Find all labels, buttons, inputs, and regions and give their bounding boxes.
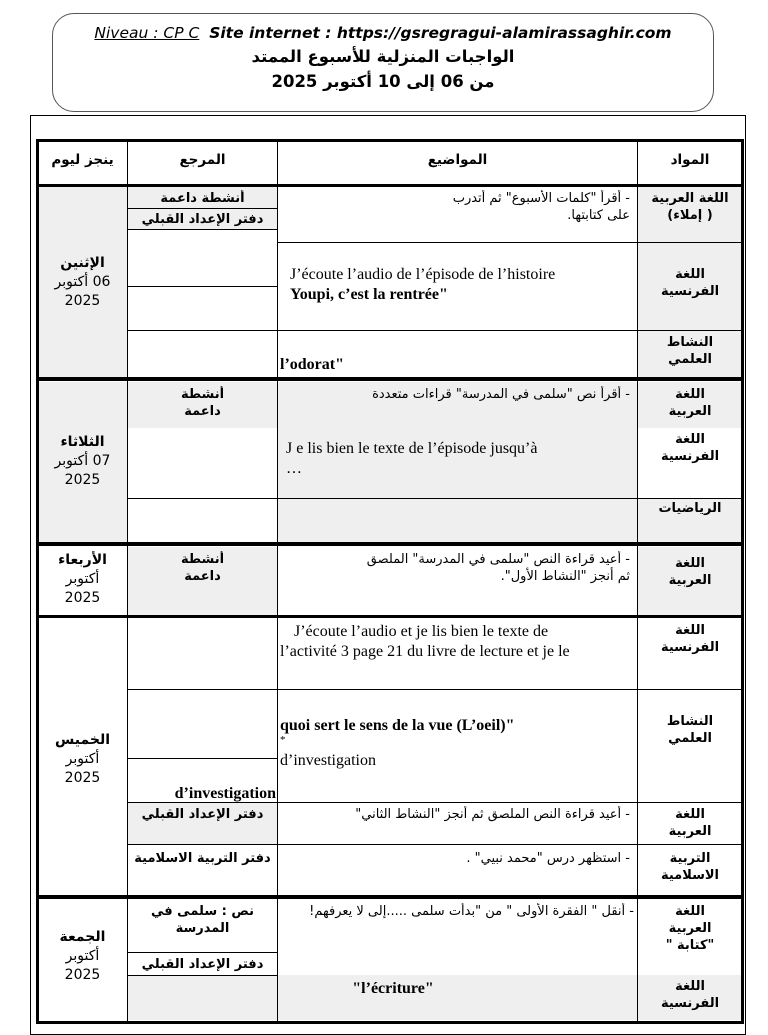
thursday-arabic-subject-line-1: اللغة: [675, 807, 705, 822]
thursday-french-subject: [640, 622, 740, 656]
friday-arabic-ref-line-2: المدرسة: [175, 921, 230, 936]
friday-french-subject: [640, 978, 740, 1012]
monday-arabic-topic-line-2: على كتابتها.: [567, 208, 630, 223]
friday-french-subject-line-2: الفرنسية: [660, 996, 720, 1011]
friday-arabic-ref: [128, 903, 277, 937]
tuesday-date: 07 أكتوبر: [54, 453, 111, 469]
wednesday-arabic-topic-line-1: - أعيد قراءة النص "سلمى في المدرسة" الملصق: [366, 552, 630, 567]
tuesday-arabic-ref: [128, 386, 277, 420]
thursday-science-topic-line-1: quoi sert le sens de la vue (L’oeil)": [280, 717, 515, 734]
tuesday-arabic-ref-line-2: داعمة: [184, 404, 221, 419]
thursday-french-topic: [280, 622, 636, 662]
wednesday-arabic-topic-line-2: ثم أنجز "النشاط الأول".: [500, 569, 630, 584]
wednesday-arabic-ref-line-2: داعمة: [184, 569, 221, 584]
website-url: Site internet : https://gsregragui-alamirassaghir.com: [209, 24, 672, 42]
thursday-islamic-subject-line-2: الاسلامية: [660, 868, 720, 883]
tuesday-arabic-subject-line-1: اللغة: [675, 387, 705, 402]
tuesday-french-subject: [640, 431, 740, 465]
header-subjects: المواد: [670, 152, 710, 168]
friday-arabic-topic: - أنقل " الفقرة الأولى " من "بدأت سلمى .....إلى لا يعرفهم!: [309, 904, 634, 919]
wednesday-arabic-subject-line-1: اللغة: [675, 556, 705, 571]
week-dates: من 06 إلى 10 أكتوبر 2025: [271, 72, 495, 91]
tuesday-arabic-subject: [640, 386, 740, 420]
tuesday-arabic-subject-line-2: العربية: [668, 404, 712, 419]
monday-science-topic: l’odorat": [280, 356, 344, 373]
thursday-day-name: الخميس: [54, 732, 111, 748]
monday-science-subject-line-1: النشاط: [666, 335, 714, 350]
monday-arabic-ref-2: دفتر الإعداد القبلي: [141, 212, 264, 227]
monday-french-topic-line-1: J’écoute l’audio de l’épisode de l’histoire: [290, 266, 556, 283]
thursday-year: 2025: [64, 770, 101, 786]
friday-arabic-subject: [640, 903, 740, 954]
monday-french-topic-line-2: Youpi, c’est la rentrée": [290, 286, 448, 303]
tuesday-french-topic: [286, 439, 634, 479]
homework-title: الواجبات المنزلية للأسبوع الممتد: [251, 47, 515, 66]
friday-arabic-ref-notebook: دفتر الإعداد القبلي: [141, 957, 264, 972]
wednesday-year: 2025: [64, 590, 101, 606]
wednesday-date: أكتوبر: [65, 571, 100, 587]
monday-french-topic: [290, 265, 636, 305]
thursday-science-subject-line-1: النشاط: [666, 714, 714, 729]
monday-arabic-topic: [282, 190, 634, 224]
monday-day-name: الإثنين: [60, 255, 105, 271]
monday-arabic-subject: [640, 190, 740, 224]
tuesday-french-topic-line-2: …: [286, 460, 302, 477]
header-due-day: ينجز ليوم: [51, 152, 114, 168]
thursday-arabic-subject: [640, 806, 740, 840]
friday-arabic-subject-line-2: العربية: [668, 921, 712, 936]
monday-science-subject-line-2: العلمي: [668, 352, 712, 367]
monday-french-subject: [640, 266, 740, 300]
thursday-arabic-subject-line-2: العربية: [668, 824, 712, 839]
thursday-french-subject-line-2: الفرنسية: [660, 640, 720, 655]
thursday-french-subject-line-1: اللغة: [675, 623, 705, 638]
thursday-science-topic-line-2: *: [280, 734, 286, 746]
monday-arabic-ref-1: أنشطة داعمة: [160, 191, 245, 206]
thursday-science-topic-line-3: d’investigation: [280, 752, 376, 769]
friday-arabic-ref-line-1: نص : سلمى في: [150, 904, 255, 919]
class-level: Niveau : CP C: [94, 24, 200, 42]
friday-arabic-subject-line-1: اللغة: [675, 904, 705, 919]
friday-french-subject-line-1: اللغة: [675, 979, 705, 994]
monday-arabic-subject-line-1: اللغة العربية: [651, 191, 729, 206]
monday-day-cell: [38, 254, 127, 311]
monday-arabic-subject-line-2: ( إملاء): [667, 208, 713, 223]
wednesday-arabic-subject: [640, 555, 740, 589]
tuesday-french-topic-line-1: J e lis bien le texte de l’épisode jusqu’à: [286, 440, 538, 457]
monday-science-subject: [640, 334, 740, 368]
wednesday-arabic-ref-line-1: أنشطة: [180, 552, 225, 567]
tuesday-day-cell: [38, 433, 127, 490]
tuesday-arabic-topic: - أقرأ نص "سلمى في المدرسة" قراءات متعددة: [372, 387, 630, 402]
monday-french-subject-line-1: اللغة: [675, 267, 705, 282]
tuesday-year: 2025: [64, 472, 101, 488]
tuesday-day-name: الثلاثاء: [60, 434, 105, 450]
friday-arabic-subject-line-3: "كتابة ": [665, 938, 715, 953]
wednesday-arabic-subject-line-2: العربية: [668, 573, 712, 588]
wednesday-day-name: الأربعاء: [58, 552, 107, 568]
thursday-arabic-topic: - أعيد قراءة النص الملصق ثم أنجز "النشاط الثاني": [355, 807, 630, 822]
thursday-islamic-subject-line-1: التربية: [669, 851, 711, 866]
thursday-science-subject: [640, 713, 740, 747]
thursday-arabic-ref: دفتر الإعداد القبلي: [141, 807, 264, 822]
tuesday-arabic-ref-line-1: أنشطة: [180, 387, 225, 402]
wednesday-day-cell: [38, 551, 127, 608]
header-topics: المواضيع: [427, 152, 488, 168]
thursday-science-ref: d’investigation: [174, 785, 276, 802]
header-reference: المرجع: [179, 152, 226, 168]
thursday-science-topic: [280, 716, 636, 771]
thursday-science-subject-line-2: العلمي: [668, 731, 712, 746]
friday-year: 2025: [64, 967, 101, 983]
tuesday-math-subject: الرياضيات: [658, 501, 722, 516]
tuesday-french-subject-line-1: اللغة: [675, 432, 705, 447]
monday-date: 06 أكتوبر: [54, 274, 111, 290]
wednesday-arabic-ref: [128, 551, 277, 585]
thursday-day-cell: [38, 731, 127, 788]
friday-french-topic: "l’écriture": [352, 980, 434, 997]
friday-date: أكتوبر: [65, 948, 100, 964]
thursday-date: أكتوبر: [65, 751, 100, 767]
thursday-french-topic-line-1: J’écoute l’audio et je lis bien le texte de: [294, 623, 549, 640]
thursday-islamic-ref: دفتر التربية الاسلامية: [134, 851, 271, 866]
monday-arabic-topic-line-1: - أقرأ "كلمات الأسبوع" ثم أتدرب: [452, 191, 630, 206]
thursday-islamic-subject: [640, 850, 740, 884]
monday-french-subject-line-2: الفرنسية: [660, 284, 720, 299]
monday-year: 2025: [64, 293, 101, 309]
tuesday-french-subject-line-2: الفرنسية: [660, 449, 720, 464]
friday-day-name: الجمعة: [59, 929, 106, 945]
thursday-french-topic-line-2: l’activité 3 page 21 du livre de lecture et je le: [280, 643, 570, 660]
friday-day-cell: [38, 928, 127, 985]
wednesday-arabic-topic: [282, 551, 634, 585]
thursday-islamic-topic: - استظهر درس "محمد نبيي" .: [466, 851, 630, 866]
